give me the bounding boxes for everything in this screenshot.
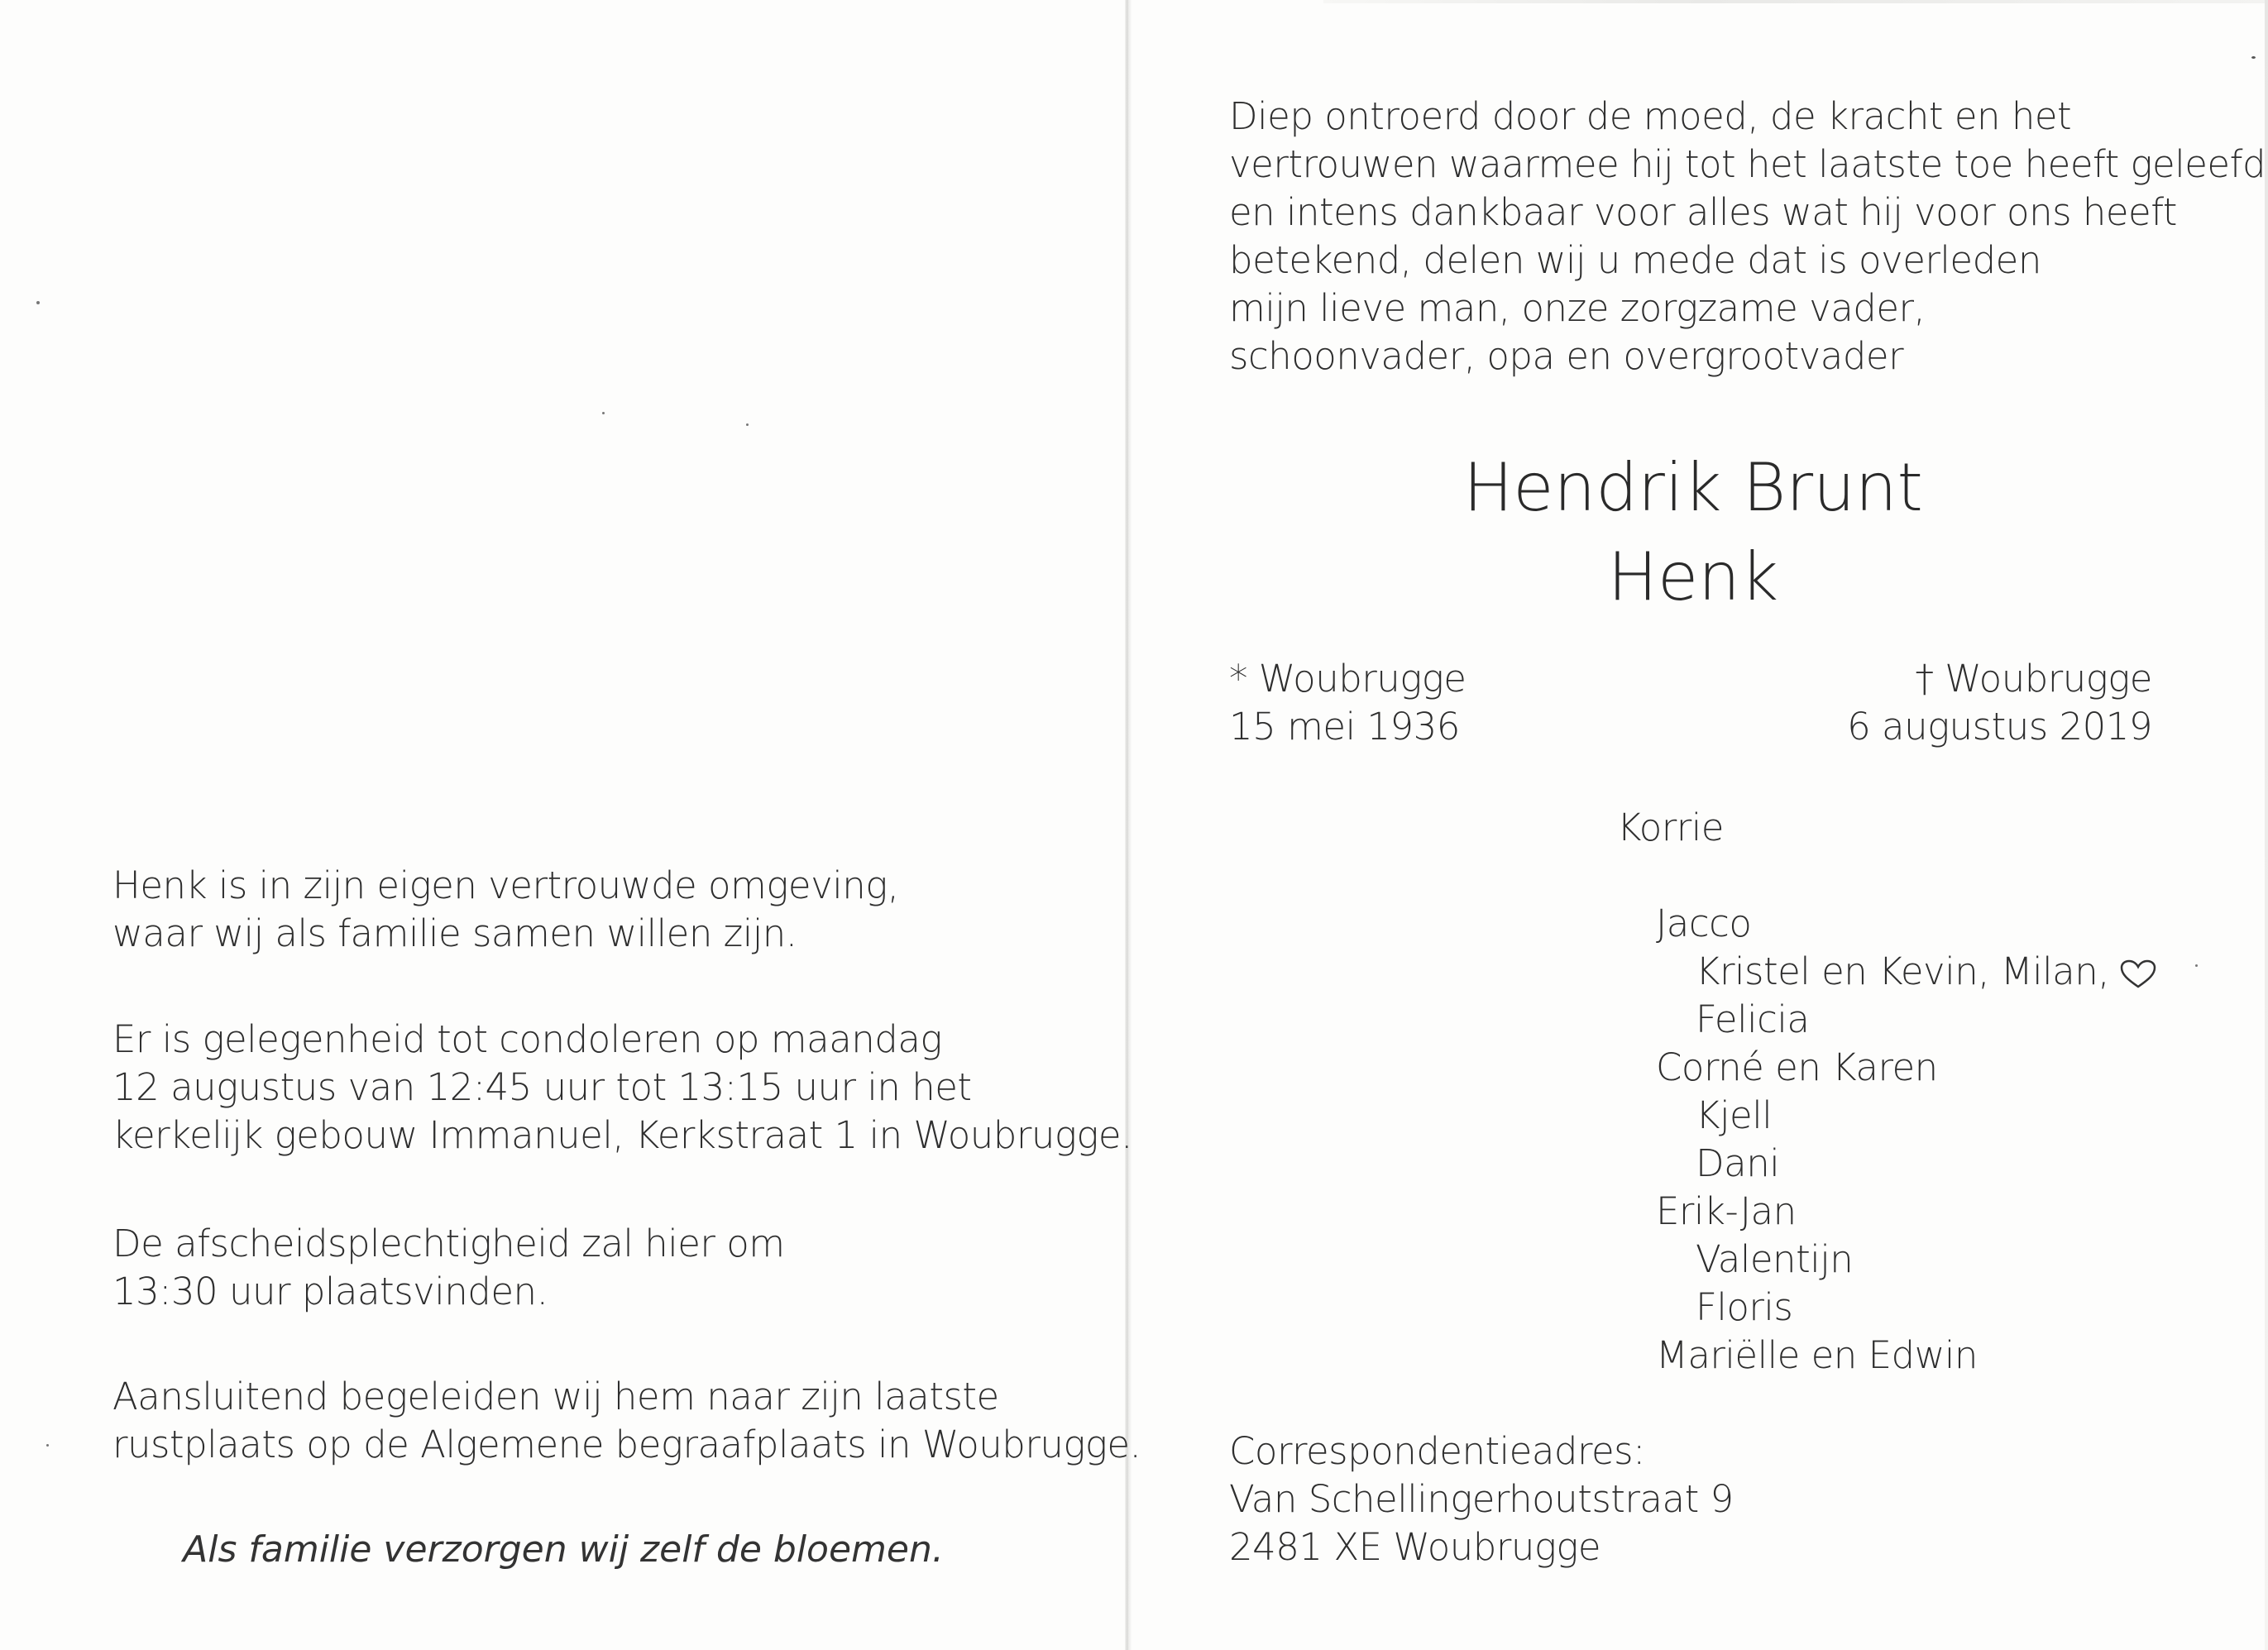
address-street: Van Schellingerhoutstraat 9 <box>1229 1477 1734 1521</box>
scan-speck <box>2251 56 2256 59</box>
left-paragraph-location <box>112 862 899 958</box>
text-line: rustplaats op de Algemene begraafplaats in Woubrugge. <box>112 1423 1141 1466</box>
list-item: Erik-Jan <box>1656 1189 1797 1233</box>
text-line: Henk is in zijn eigen vertrouwde omgeving, <box>112 863 899 907</box>
left-paragraph-condolence <box>112 1016 1132 1160</box>
list-item: Corné en Karen <box>1656 1045 1938 1089</box>
text-line: mijn lieve man, onze zorgzame vader, <box>1229 286 1926 330</box>
text-line: 12 augustus van 12:45 uur tot 13:15 uur in het <box>112 1065 972 1109</box>
list-item: Felicia <box>1696 997 1810 1041</box>
scan-speck <box>602 412 605 414</box>
list-item: Jacco <box>1656 902 1752 945</box>
list-item: Kjell <box>1696 1093 1773 1137</box>
address-heading: Correspondentieadres: <box>1229 1429 1645 1473</box>
left-paragraph-ceremony <box>112 1220 785 1316</box>
heart-outline-icon <box>2119 959 2157 990</box>
paper-edge-top <box>1323 0 2268 3</box>
list-item <box>1656 948 2157 996</box>
text-line: kerkelijk gebouw Immanuel, Kerkstraat 1 in Woubrugge. <box>112 1113 1132 1157</box>
address-postal-city: 2481 XE Woubrugge <box>1229 1525 1601 1569</box>
death-info <box>1847 655 2152 751</box>
list-item: Valentijn <box>1696 1237 1854 1281</box>
list-item: Mariëlle en Edwin <box>1656 1333 1978 1377</box>
birth-place: * Woubrugge <box>1229 657 1467 701</box>
list-item: Floris <box>1696 1285 1793 1329</box>
text-line: 13:30 uur plaatsvinden. <box>112 1270 548 1313</box>
list-item-label: Kristel en Kevin, Milan, <box>1696 949 2110 993</box>
birth-date: 15 mei 1936 <box>1229 705 1460 748</box>
family-list <box>1656 900 2157 1380</box>
death-place: † Woubrugge <box>1915 657 2152 701</box>
scan-speck <box>746 423 749 426</box>
scan-speck <box>2195 964 2198 967</box>
birth-info <box>1229 655 1467 751</box>
partner-name: Korrie <box>1617 806 1724 849</box>
text-line: vertrouwen waarmee hij tot het laatste toe heeft geleefd <box>1229 142 2266 186</box>
text-line: Diep ontroerd door de moed, de kracht en het <box>1229 94 2072 138</box>
text-line: waar wij als familie samen willen zijn. <box>112 911 797 955</box>
scan-speck <box>46 1444 49 1447</box>
text-line: De afscheidsplechtigheid zal hier om <box>112 1222 785 1265</box>
text-line: Er is gelegenheid tot condoleren op maandag <box>112 1017 942 1061</box>
deceased-full-name: Hendrik Brunt <box>1463 449 1923 526</box>
death-date: 6 augustus 2019 <box>1847 705 2152 748</box>
left-paragraph-burial <box>112 1373 1141 1469</box>
flowers-note: Als familie verzorgen wij zelf de bloemen. <box>183 1528 944 1571</box>
correspondence-address <box>1229 1428 1734 1571</box>
deceased-nickname: Henk <box>1607 538 1779 615</box>
text-line: betekend, delen wij u mede dat is overleden <box>1229 238 2041 282</box>
text-line: en intens dankbaar voor alles wat hij voor ons heeft <box>1229 190 2177 234</box>
announcement-intro <box>1229 93 2266 380</box>
scan-speck <box>36 301 40 304</box>
list-item: Dani <box>1696 1141 1780 1185</box>
text-line: schoonvader, opa en overgrootvader <box>1229 334 1904 378</box>
text-line: Aansluitend begeleiden wij hem naar zijn laatste <box>112 1375 999 1418</box>
